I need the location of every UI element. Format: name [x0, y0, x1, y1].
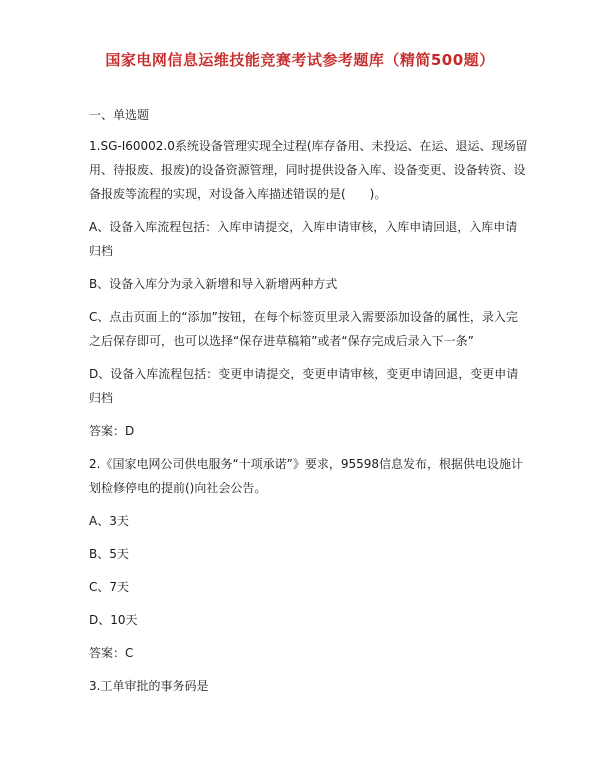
section-heading: 一、单选题	[89, 108, 150, 122]
answer: 答案：C	[89, 646, 134, 660]
question-stem: 2.《国家电网公司供电服务“十项承诺”》要求，95598信息发布，根据供电设施计划检修停电的提前()向社会公告。	[89, 457, 524, 495]
question-2	[89, 452, 529, 665]
option-a: A、设备入库流程包括：入库申请提交，入库申请审核，入库申请回退，入库申请归档	[89, 220, 518, 258]
question-1	[89, 134, 529, 443]
document-body	[89, 103, 529, 707]
option-d: D、10天	[89, 613, 138, 627]
answer: 答案：D	[89, 424, 135, 438]
question-stem: 3.工单审批的事务码是	[89, 679, 209, 693]
option-b: B、设备入库分为录入新增和导入新增两种方式	[89, 277, 338, 291]
option-b: B、5天	[89, 547, 129, 561]
option-c: C、7天	[89, 580, 130, 594]
option-c: C、点击页面上的“添加”按钮，在每个标签页里录入需要添加设备的属性，录入完之后保存即可，也可以选择“保存进草稿箱”或者“保存完成后录入下一条”	[89, 310, 518, 348]
document-title: 国家电网信息运维技能竞赛考试参考题库（精简500题）	[105, 51, 495, 69]
question-3	[89, 674, 529, 698]
question-stem: 1.SG-I60002.0系统设备管理实现全过程(库存备用、未投运、在运、退运、现场留用、待报废、报废)的设备资源管理，同时提供设备入库、设备变更、设备转资、设备报废等流程的实现，对设备入库描述错误的是( )。	[89, 139, 528, 201]
option-d: D、设备入库流程包括：变更申请提交，变更申请审核，变更申请回退，变更申请归档	[89, 367, 519, 405]
option-a: A、3天	[89, 514, 129, 528]
